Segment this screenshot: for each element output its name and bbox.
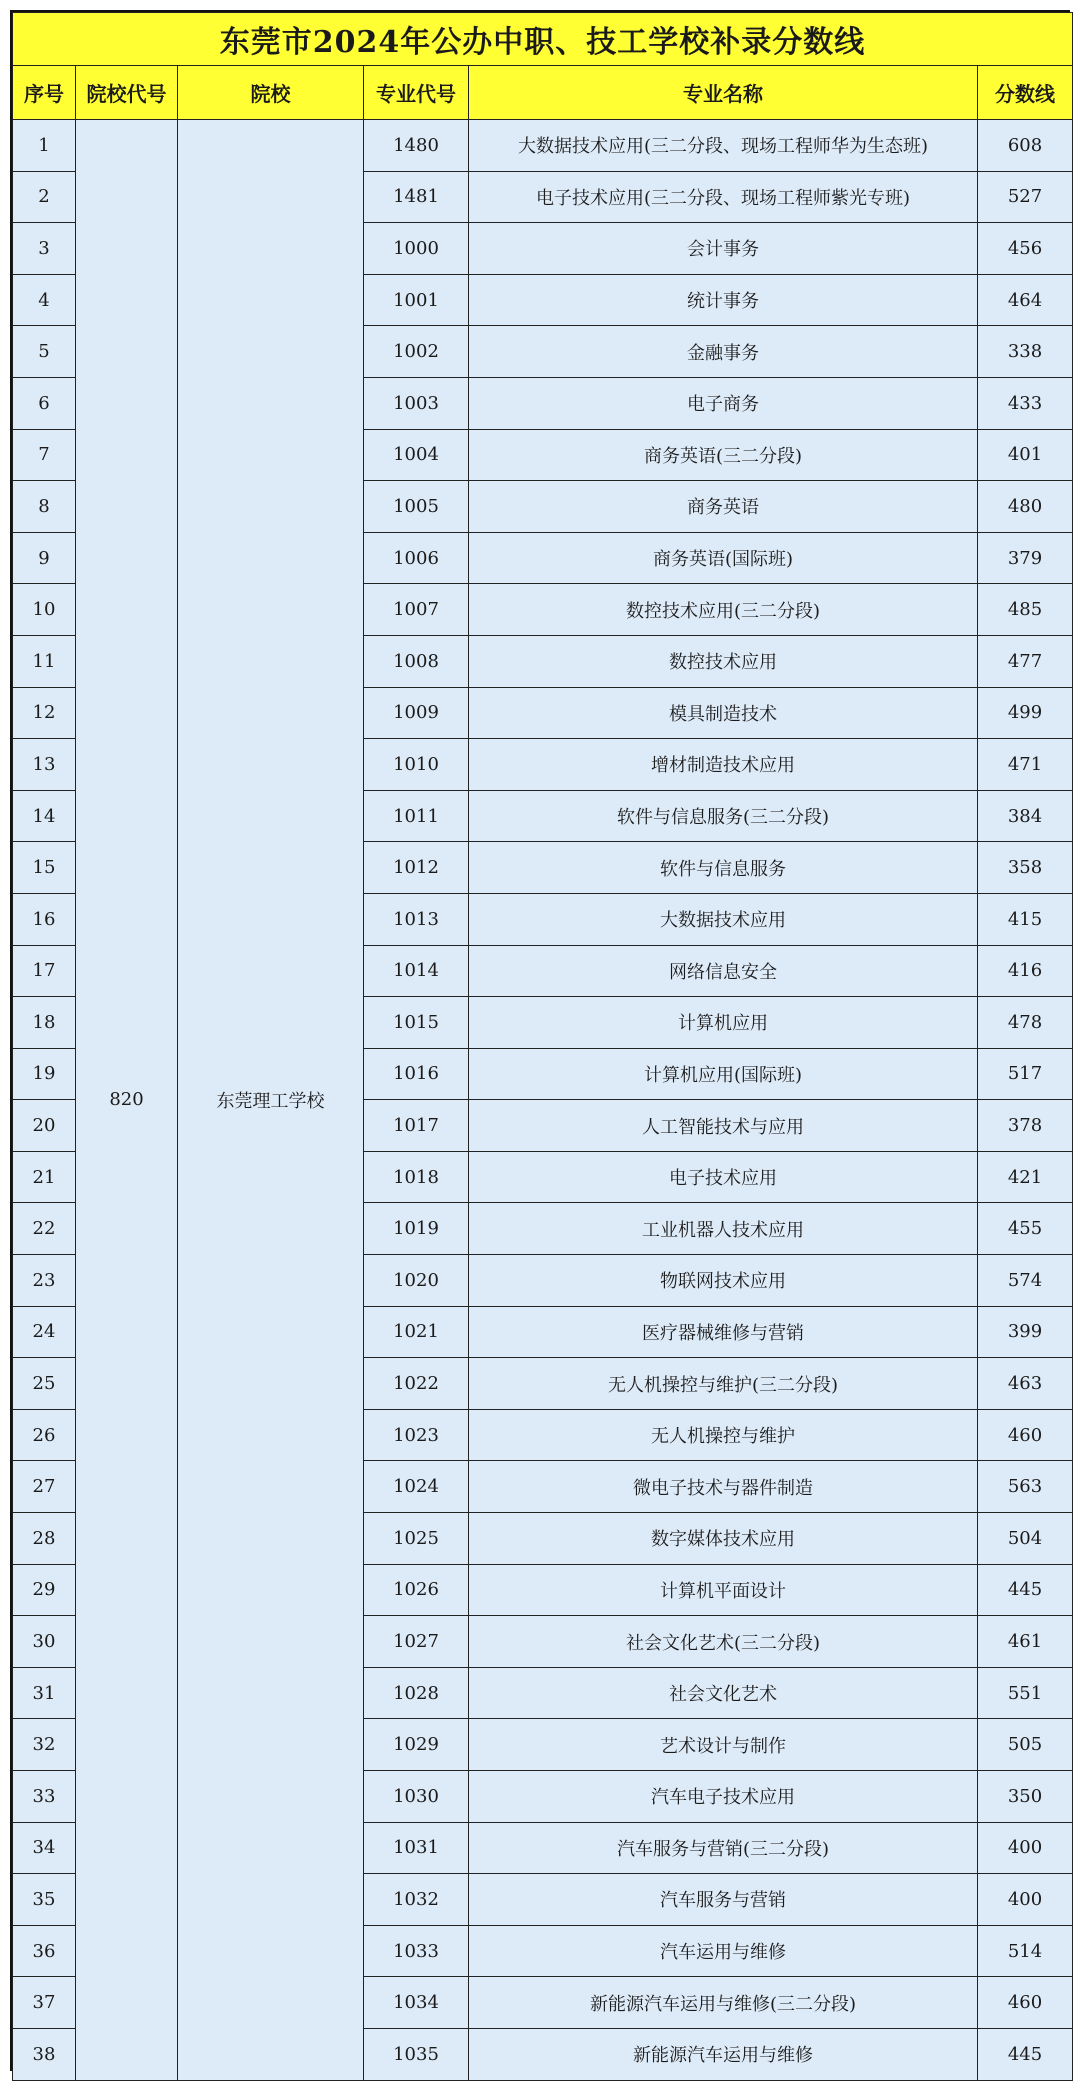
score-cell: 350 — [978, 1771, 1073, 1823]
major-code-cell: 1010 — [364, 739, 469, 791]
header-major-name: 专业名称 — [469, 66, 978, 120]
row-index: 6 — [13, 377, 76, 429]
title-row — [13, 13, 1073, 66]
major-name-cell: 软件与信息服务(三二分段) — [469, 790, 978, 842]
row-index: 21 — [13, 1151, 76, 1203]
row-index: 14 — [13, 790, 76, 842]
major-code-cell: 1020 — [364, 1255, 469, 1307]
row-index: 16 — [13, 893, 76, 945]
row-index: 38 — [13, 2028, 76, 2080]
row-index: 3 — [13, 223, 76, 275]
row-index: 11 — [13, 635, 76, 687]
major-code-cell: 1017 — [364, 1100, 469, 1152]
major-name-cell: 商务英语(三二分段) — [469, 429, 978, 481]
score-cell: 384 — [978, 790, 1073, 842]
major-code-cell: 1013 — [364, 893, 469, 945]
score-cell: 416 — [978, 945, 1073, 997]
major-code-cell: 1008 — [364, 635, 469, 687]
score-cell: 399 — [978, 1306, 1073, 1358]
score-cell: 433 — [978, 377, 1073, 429]
score-cell: 463 — [978, 1358, 1073, 1410]
major-code-cell: 1032 — [364, 1874, 469, 1926]
major-name-cell: 工业机器人技术应用 — [469, 1203, 978, 1255]
row-index: 22 — [13, 1203, 76, 1255]
major-name-cell: 会计事务 — [469, 223, 978, 275]
major-code-cell: 1033 — [364, 1925, 469, 1977]
score-cell: 477 — [978, 635, 1073, 687]
score-cell: 517 — [978, 1048, 1073, 1100]
row-index: 34 — [13, 1822, 76, 1874]
row-index: 9 — [13, 532, 76, 584]
major-name-cell: 人工智能技术与应用 — [469, 1100, 978, 1152]
major-name-cell: 汽车服务与营销(三二分段) — [469, 1822, 978, 1874]
score-cell: 378 — [978, 1100, 1073, 1152]
major-code-cell: 1030 — [364, 1771, 469, 1823]
major-code-cell: 1011 — [364, 790, 469, 842]
major-code-cell: 1006 — [364, 532, 469, 584]
major-code-cell: 1025 — [364, 1513, 469, 1565]
major-code-cell: 1001 — [364, 274, 469, 326]
major-name-cell: 数控技术应用(三二分段) — [469, 584, 978, 636]
row-index: 13 — [13, 739, 76, 791]
score-cell: 445 — [978, 1564, 1073, 1616]
major-code-cell: 1019 — [364, 1203, 469, 1255]
major-name-cell: 商务英语 — [469, 481, 978, 533]
major-name-cell: 大数据技术应用(三二分段、现场工程师华为生态班) — [469, 120, 978, 172]
major-code-cell: 1031 — [364, 1822, 469, 1874]
table-row — [13, 120, 1073, 172]
major-name-cell: 模具制造技术 — [469, 687, 978, 739]
major-code-cell: 1012 — [364, 842, 469, 894]
row-index: 8 — [13, 481, 76, 533]
header-major-code: 专业代号 — [364, 66, 469, 120]
row-index: 4 — [13, 274, 76, 326]
major-code-cell: 1029 — [364, 1719, 469, 1771]
row-index: 33 — [13, 1771, 76, 1823]
major-code-cell: 1022 — [364, 1358, 469, 1410]
major-name-cell: 艺术设计与制作 — [469, 1719, 978, 1771]
row-index: 29 — [13, 1564, 76, 1616]
major-code-cell: 1035 — [364, 2028, 469, 2080]
score-cell: 514 — [978, 1925, 1073, 1977]
major-name-cell: 金融事务 — [469, 326, 978, 378]
header-score: 分数线 — [978, 66, 1073, 120]
score-cell: 460 — [978, 1409, 1073, 1461]
row-index: 23 — [13, 1255, 76, 1307]
row-index: 30 — [13, 1616, 76, 1668]
major-code-cell: 1481 — [364, 171, 469, 223]
major-name-cell: 增材制造技术应用 — [469, 739, 978, 791]
school-code-cell: 820 — [76, 120, 178, 2081]
score-cell: 358 — [978, 842, 1073, 894]
row-index: 19 — [13, 1048, 76, 1100]
major-name-cell: 社会文化艺术 — [469, 1667, 978, 1719]
row-index: 12 — [13, 687, 76, 739]
major-name-cell: 电子技术应用(三二分段、现场工程师紫光专班) — [469, 171, 978, 223]
major-name-cell: 微电子技术与器件制造 — [469, 1461, 978, 1513]
major-name-cell: 商务英语(国际班) — [469, 532, 978, 584]
score-cell: 480 — [978, 481, 1073, 533]
score-cell: 505 — [978, 1719, 1073, 1771]
score-cell: 563 — [978, 1461, 1073, 1513]
header-row — [13, 66, 1073, 120]
row-index: 35 — [13, 1874, 76, 1926]
row-index: 27 — [13, 1461, 76, 1513]
major-name-cell: 电子技术应用 — [469, 1151, 978, 1203]
major-code-cell: 1023 — [364, 1409, 469, 1461]
major-name-cell: 社会文化艺术(三二分段) — [469, 1616, 978, 1668]
major-name-cell: 新能源汽车运用与维修(三二分段) — [469, 1977, 978, 2029]
major-code-cell: 1014 — [364, 945, 469, 997]
score-cell: 461 — [978, 1616, 1073, 1668]
row-index: 28 — [13, 1513, 76, 1565]
score-cell: 400 — [978, 1822, 1073, 1874]
score-cell: 499 — [978, 687, 1073, 739]
major-name-cell: 物联网技术应用 — [469, 1255, 978, 1307]
row-index: 20 — [13, 1100, 76, 1152]
major-code-cell: 1003 — [364, 377, 469, 429]
score-cell: 608 — [978, 120, 1073, 172]
major-code-cell: 1007 — [364, 584, 469, 636]
row-index: 36 — [13, 1925, 76, 1977]
row-index: 7 — [13, 429, 76, 481]
major-name-cell: 网络信息安全 — [469, 945, 978, 997]
school-name-cell: 东莞理工学校 — [178, 120, 364, 2081]
major-code-cell: 1027 — [364, 1616, 469, 1668]
row-index: 18 — [13, 997, 76, 1049]
row-index: 32 — [13, 1719, 76, 1771]
major-code-cell: 1028 — [364, 1667, 469, 1719]
score-cell: 471 — [978, 739, 1073, 791]
major-code-cell: 1480 — [364, 120, 469, 172]
table-title: 东莞市2024年公办中职、技工学校补录分数线 — [13, 13, 1073, 66]
row-index: 17 — [13, 945, 76, 997]
row-index: 37 — [13, 1977, 76, 2029]
score-cell: 460 — [978, 1977, 1073, 2029]
score-cell: 338 — [978, 326, 1073, 378]
score-cell: 551 — [978, 1667, 1073, 1719]
score-cell: 574 — [978, 1255, 1073, 1307]
row-index: 1 — [13, 120, 76, 172]
score-cell: 478 — [978, 997, 1073, 1049]
major-name-cell: 电子商务 — [469, 377, 978, 429]
major-code-cell: 1016 — [364, 1048, 469, 1100]
row-index: 10 — [13, 584, 76, 636]
major-name-cell: 计算机应用 — [469, 997, 978, 1049]
score-cell: 445 — [978, 2028, 1073, 2080]
score-cell: 415 — [978, 893, 1073, 945]
major-code-cell: 1000 — [364, 223, 469, 275]
row-index: 25 — [13, 1358, 76, 1410]
major-name-cell: 统计事务 — [469, 274, 978, 326]
major-name-cell: 计算机平面设计 — [469, 1564, 978, 1616]
major-name-cell: 新能源汽车运用与维修 — [469, 2028, 978, 2080]
major-name-cell: 无人机操控与维护 — [469, 1409, 978, 1461]
row-index: 2 — [13, 171, 76, 223]
score-cell: 456 — [978, 223, 1073, 275]
major-code-cell: 1026 — [364, 1564, 469, 1616]
score-cell: 401 — [978, 429, 1073, 481]
major-code-cell: 1024 — [364, 1461, 469, 1513]
score-cell: 485 — [978, 584, 1073, 636]
score-cell: 379 — [978, 532, 1073, 584]
header-school-code: 院校代号 — [76, 66, 178, 120]
header-index: 序号 — [13, 66, 76, 120]
major-name-cell: 汽车服务与营销 — [469, 1874, 978, 1926]
header-school: 院校 — [178, 66, 364, 120]
major-code-cell: 1004 — [364, 429, 469, 481]
major-name-cell: 汽车运用与维修 — [469, 1925, 978, 1977]
major-code-cell: 1015 — [364, 997, 469, 1049]
major-name-cell: 医疗器械维修与营销 — [469, 1306, 978, 1358]
major-name-cell: 汽车电子技术应用 — [469, 1771, 978, 1823]
major-name-cell: 无人机操控与维护(三二分段) — [469, 1358, 978, 1410]
major-name-cell: 大数据技术应用 — [469, 893, 978, 945]
major-name-cell: 软件与信息服务 — [469, 842, 978, 894]
row-index: 15 — [13, 842, 76, 894]
score-cell: 504 — [978, 1513, 1073, 1565]
score-table-sheet — [10, 10, 1070, 2071]
score-table — [12, 12, 1073, 2081]
major-code-cell: 1018 — [364, 1151, 469, 1203]
score-cell: 455 — [978, 1203, 1073, 1255]
score-cell: 421 — [978, 1151, 1073, 1203]
score-cell: 464 — [978, 274, 1073, 326]
score-cell: 527 — [978, 171, 1073, 223]
row-index: 26 — [13, 1409, 76, 1461]
row-index: 31 — [13, 1667, 76, 1719]
major-name-cell: 数字媒体技术应用 — [469, 1513, 978, 1565]
major-code-cell: 1021 — [364, 1306, 469, 1358]
major-code-cell: 1034 — [364, 1977, 469, 2029]
row-index: 24 — [13, 1306, 76, 1358]
row-index: 5 — [13, 326, 76, 378]
score-cell: 400 — [978, 1874, 1073, 1926]
major-code-cell: 1002 — [364, 326, 469, 378]
major-name-cell: 数控技术应用 — [469, 635, 978, 687]
major-name-cell: 计算机应用(国际班) — [469, 1048, 978, 1100]
major-code-cell: 1005 — [364, 481, 469, 533]
major-code-cell: 1009 — [364, 687, 469, 739]
